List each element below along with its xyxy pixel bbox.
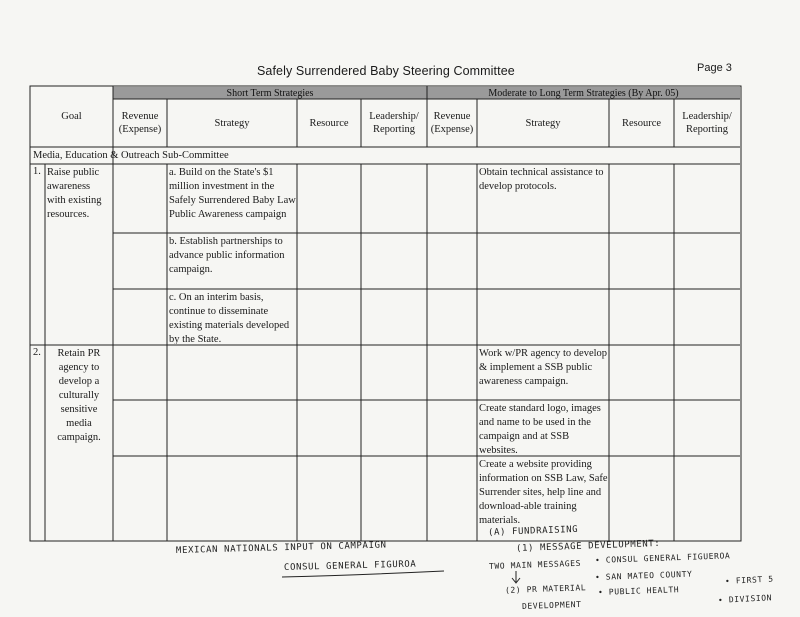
- header-leadership-long: Leadership/ Reporting: [682, 111, 732, 135]
- header-resource-long: Resource: [621, 117, 662, 129]
- long-strategy-1: Obtain technical assistance to develop protocols.: [479, 167, 604, 192]
- document-title: Safely Surrendered Baby Steering Committee: [257, 64, 515, 78]
- handwritten-note-development: DEVELOPMENT: [521, 599, 582, 611]
- header-resource: Resource: [309, 117, 349, 129]
- header-strategy-long: Strategy: [525, 117, 561, 129]
- handwritten-note-first-5: • FIRST 5: [724, 574, 774, 586]
- handwritten-note-message-development: (1) MESSAGE DEVELOPMENT:: [515, 538, 661, 554]
- header-revenue-long: Revenue (Expense): [430, 111, 474, 135]
- moderate-term-band: Moderate to Long Term Strategies (By Apr. 05): [488, 87, 679, 99]
- goal-2-text: Retain PR agency to develop a culturally sensitive media campaign.: [57, 348, 101, 443]
- header-strategy: Strategy: [214, 117, 250, 129]
- handwritten-note-pr-material: (2) PR MATERIAL: [504, 583, 587, 595]
- handwritten-note-two-main-messages: TWO MAIN MESSAGES: [488, 558, 582, 571]
- short-strategy-a: a. Build on the State's $1 million investment in the Safely Surrendered Baby Law Public Awareness campaign: [169, 167, 296, 220]
- handwritten-note-consul-figueroa: • CONSUL GENERAL FIGUEROA: [594, 551, 731, 565]
- subcommittee-label: Media, Education & Outreach Sub-Committee: [33, 150, 229, 161]
- long-strategy-3: Create standard logo, images and name to be used in the campaign and at SSB websites.: [479, 403, 601, 455]
- long-strategy-4: Create a website providing information on SSB Law, Safe Surrender sites, help line and download-able training materials.: [479, 459, 608, 526]
- page-number: Page 3: [697, 62, 732, 74]
- short-strategy-b: b. Establish partnerships to advance public information campaign.: [169, 236, 285, 275]
- short-strategy-c: c. On an interim basis, continue to disseminate existing materials developed by the State.: [169, 292, 290, 344]
- handwritten-note-public-health: • PUBLIC HEALTH: [597, 585, 680, 597]
- header-revenue: Revenue (Expense): [118, 111, 162, 135]
- handwritten-note-san-mateo: • SAN MATEO COUNTY: [594, 569, 693, 582]
- long-strategy-2: Work w/PR agency to develop & implement a SSB public awareness campaign.: [479, 348, 608, 387]
- goal-1-text: Raise public awareness with existing resources.: [47, 167, 102, 220]
- header-goal: Goal: [61, 111, 82, 122]
- handwritten-note-consul-general: CONSUL GENERAL FIGUROA: [283, 559, 417, 573]
- goal-1-number: 1.: [33, 166, 41, 177]
- handwritten-note-mexican-nationals: MEXICAN NATIONALS INPUT ON CAMPAIGN: [175, 540, 387, 556]
- short-term-band: Short Term Strategies: [226, 87, 314, 99]
- goal-2-number: 2.: [33, 347, 41, 358]
- handwritten-note-division: • DIVISION: [717, 593, 773, 605]
- handwritten-note-fundraising: (A) FUNDRAISING: [487, 524, 579, 538]
- header-leadership: Leadership/ Reporting: [369, 111, 419, 135]
- handwritten-arrow: [512, 571, 520, 583]
